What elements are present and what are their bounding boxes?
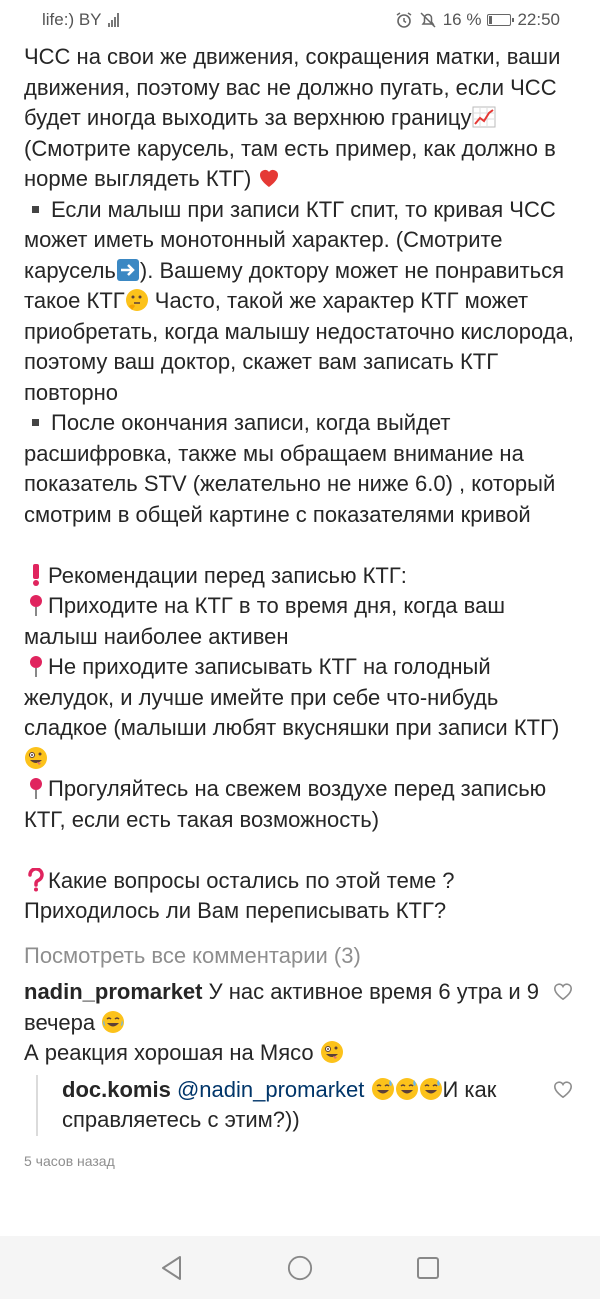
question-text: Какие вопросы остались по этой теме ? Приходилось ли Вам переписывать КТГ? (24, 867, 461, 923)
recommendation-item: Приходите на КТГ в то время дня, когда ваш малыш наиболее активен (24, 593, 512, 649)
exclamation-emoji (24, 563, 48, 587)
bullet-square-icon (32, 206, 39, 213)
zany-face-emoji (24, 746, 48, 770)
red-heart-emoji (257, 166, 281, 190)
recommendation-item: Не приходите записывать КТГ на голодный желудок, и лучше имейте при себе что-нибудь сладкое (малыши любят вкусняшки при записи КТГ) (24, 652, 584, 774)
pushpin-emoji (24, 593, 48, 617)
like-heart-icon[interactable] (552, 1079, 574, 1099)
comment-username[interactable]: nadin_promarket (24, 979, 203, 1004)
back-button[interactable] (159, 1255, 185, 1281)
grinning-sweat-emoji (371, 1077, 395, 1101)
view-all-comments-link[interactable]: Посмотреть все комментарии (3) (24, 942, 361, 968)
pushpin-emoji (24, 776, 48, 800)
question-mark-emoji (24, 868, 48, 892)
recommendations-title: Рекомендации перед записью КТГ: (24, 561, 584, 592)
thinking-face-emoji (125, 288, 149, 312)
zany-face-emoji (320, 1040, 344, 1064)
tears-of-joy-emoji (101, 1010, 125, 1034)
caption-bullet: Если малыш при записи КТГ спит, то кривая ЧСС может иметь монотонный характер. (Смотрите карусель ). Вашему доктору может не понравиться такое КТГ Часто, такой же характер КТГ может приобретать, когда малышу недостаточно кислорода, поэтому ваш доктор, скажет вам записать КТГ повторно (24, 196, 581, 405)
grinning-sweat-emoji (395, 1077, 419, 1101)
clock: 22:50 (517, 10, 560, 29)
system-navigation-bar (0, 1236, 600, 1299)
comment-timestamp: 5 часов назад (24, 1152, 115, 1169)
recommendation-item: Прогуляйтесь на свежем воздухе перед записью КТГ, если есть такая возможность) (24, 776, 553, 832)
battery-icon (487, 14, 511, 26)
chart-up-emoji (472, 105, 496, 129)
comment-text: У нас активное время 6 утра и 9 вечера (24, 979, 540, 1035)
recents-square-icon (416, 1256, 440, 1280)
right-arrow-emoji (116, 258, 140, 282)
comment (24, 977, 584, 1069)
reply-text: И как справляетесь с этим?)) (62, 1076, 497, 1132)
spacer (24, 530, 584, 561)
status-bar (0, 0, 600, 40)
spacer (24, 835, 584, 866)
caption-paragraph: (Смотрите карусель, там есть пример, как должно в норме выглядеть КТГ) (24, 135, 562, 191)
post-caption (24, 42, 584, 1176)
caption-bullet: После окончания записи, когда выйдет расшифровка, также мы обращаем внимание на показатель STV (желательно не ниже 6.0) , который смотрим в общей картине с показателями кривой (24, 410, 562, 527)
home-circle-icon (287, 1254, 313, 1282)
pushpin-emoji (24, 654, 48, 678)
like-heart-icon[interactable] (552, 981, 574, 1001)
comment-text: А реакция хорошая на Мясо (24, 1040, 320, 1065)
bullet-square-icon (32, 419, 39, 426)
back-triangle-icon (160, 1255, 184, 1281)
mute-bell-icon (419, 11, 437, 29)
battery-percent: 16 % (442, 10, 482, 29)
signal-icon (108, 13, 119, 27)
reply-mention[interactable]: @nadin_promarket (176, 1076, 365, 1102)
comment-reply (36, 1075, 584, 1136)
recents-button[interactable] (415, 1255, 441, 1281)
alarm-icon (395, 11, 413, 29)
home-button[interactable] (287, 1255, 313, 1281)
grinning-sweat-emoji (419, 1077, 443, 1101)
caption-paragraph: ЧСС на свои же движения, сокращения матки, ваши движения, поэтому вас не должно пугать, если ЧСС будет иногда выходить за верхнюю границу (24, 44, 567, 130)
reply-username[interactable]: doc.komis (62, 1076, 171, 1102)
carrier-name: life:) BY (42, 10, 102, 29)
